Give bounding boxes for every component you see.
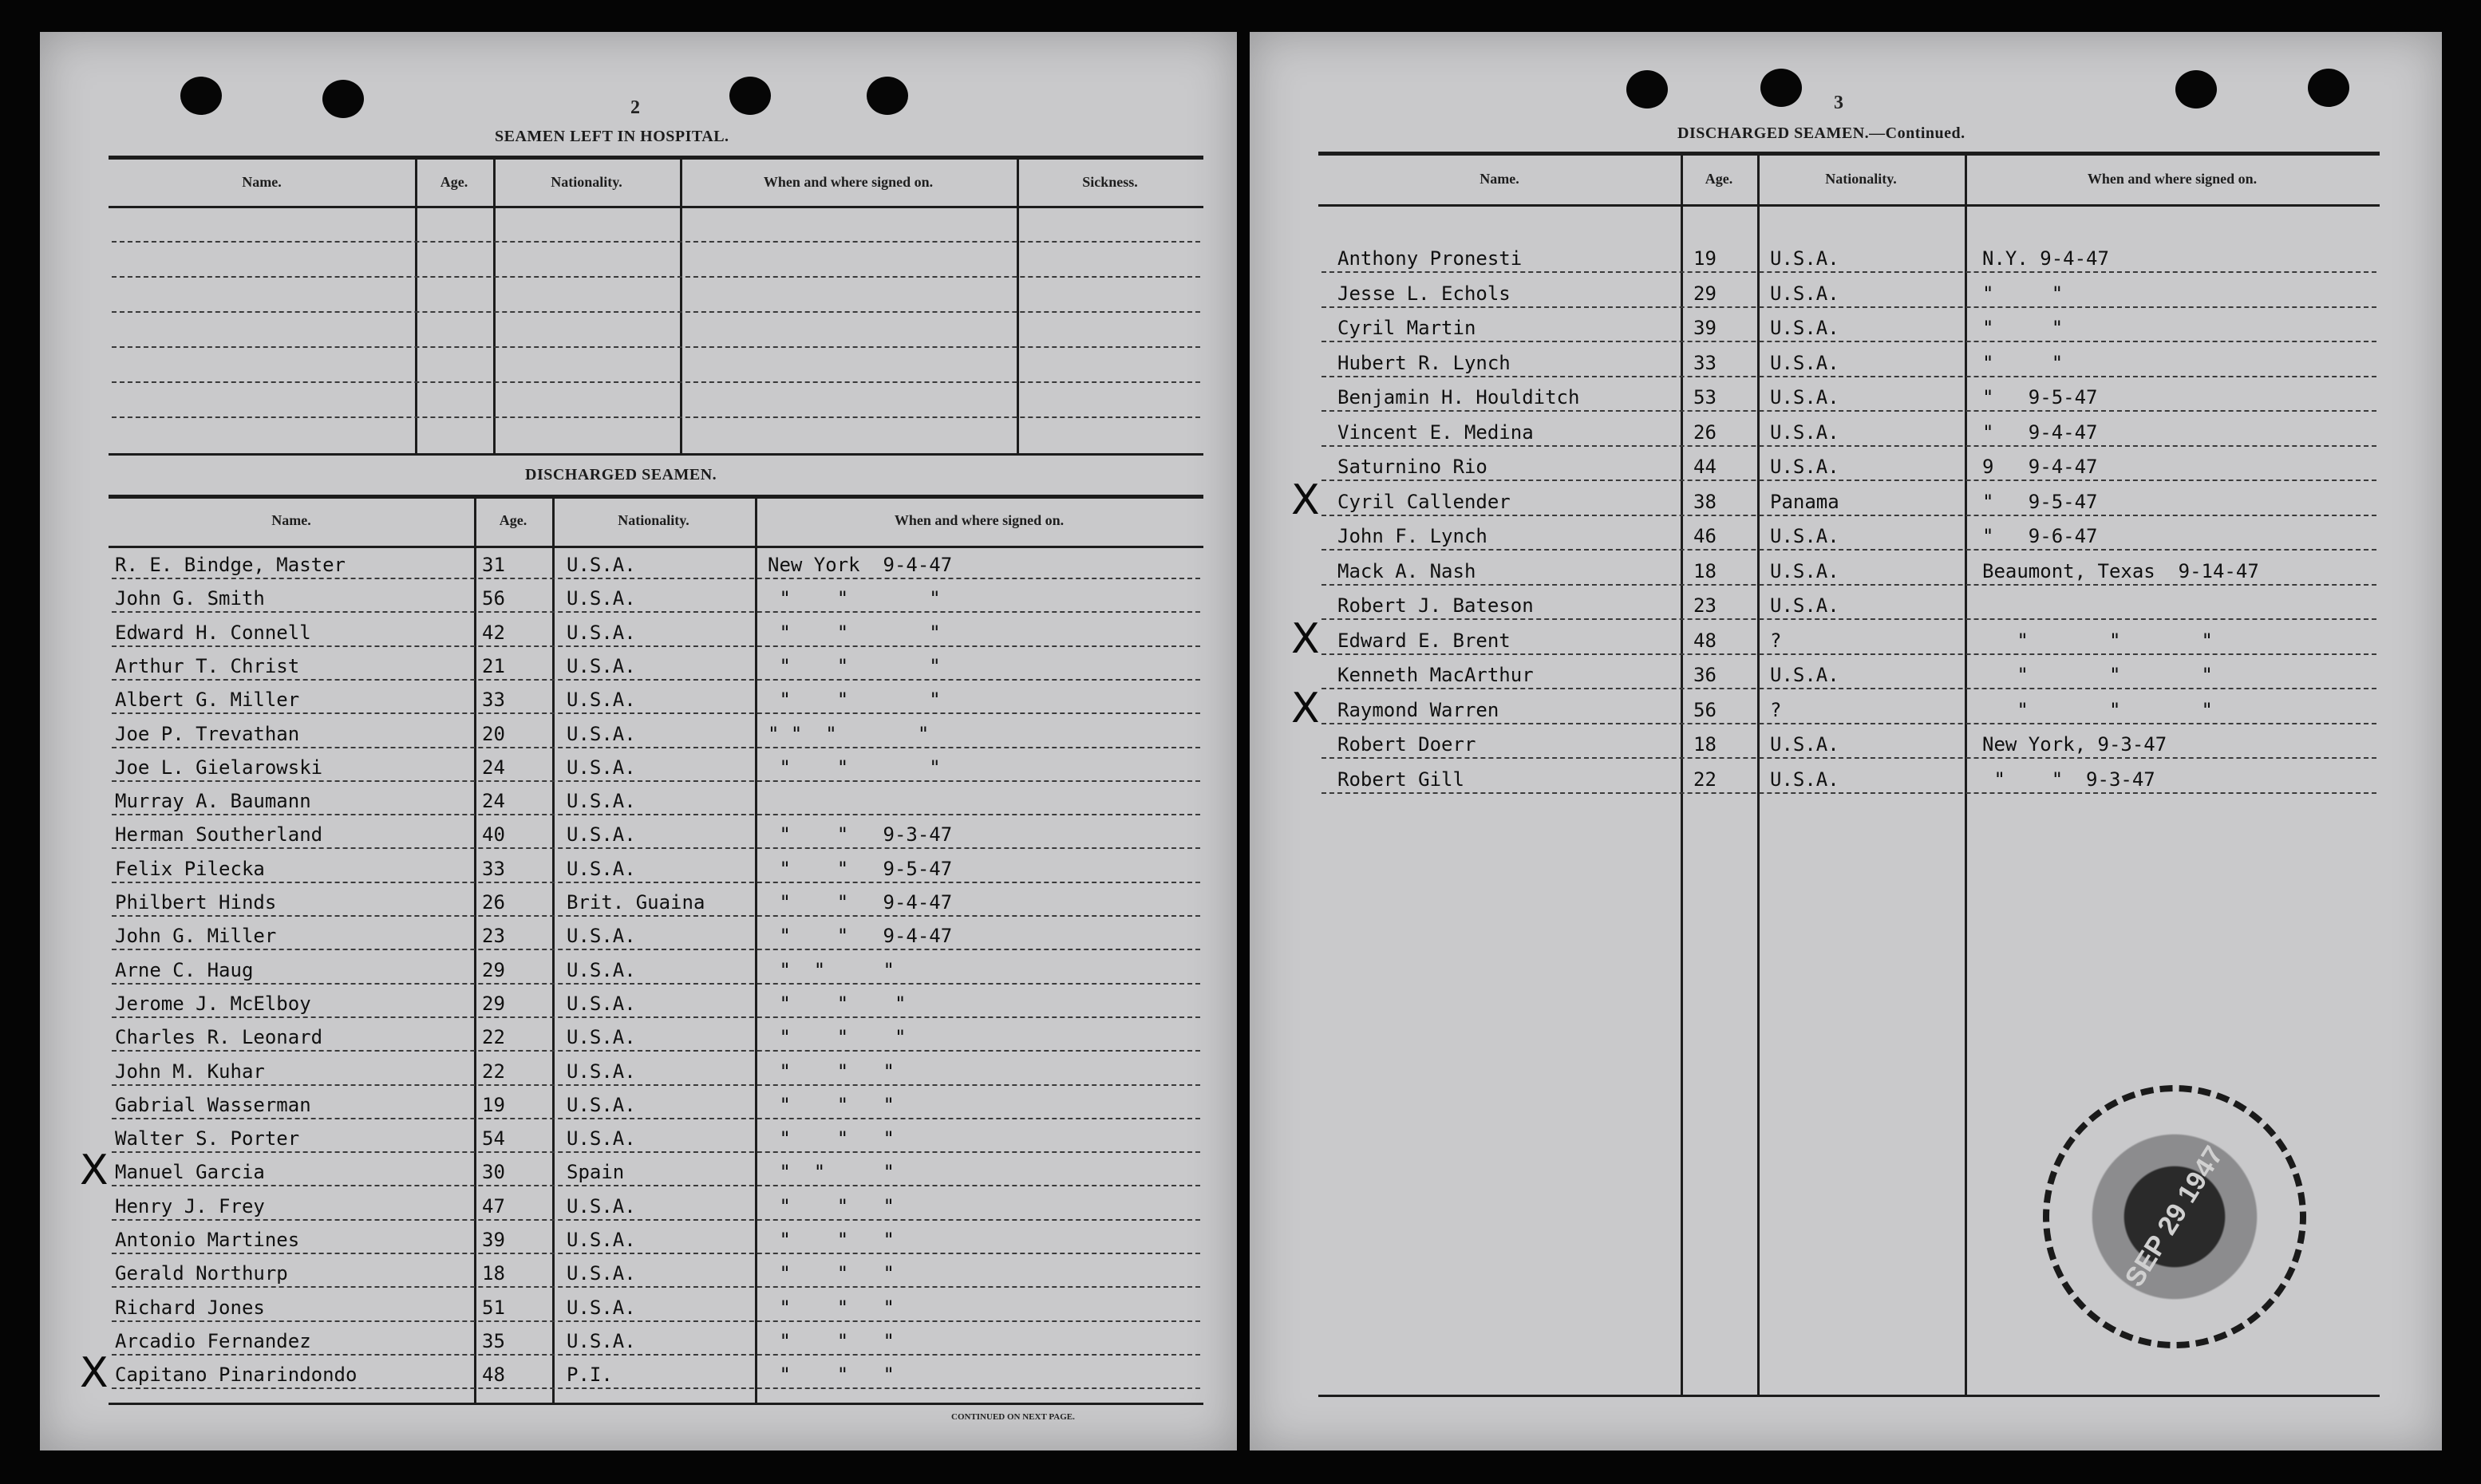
crew-name: Richard Jones <box>115 1296 265 1319</box>
crew-name: Cyril Callender <box>1337 490 1511 513</box>
crew-nationality: U.S.A. <box>567 1262 636 1285</box>
crew-nationality: U.S.A. <box>567 554 636 576</box>
crew-signed-on: " " 9-3-47 <box>1982 768 2155 791</box>
crew-nationality: U.S.A. <box>1770 247 1839 270</box>
crew-signed-on: " " 9-5-47 <box>768 857 953 880</box>
crew-age: 29 <box>482 992 505 1015</box>
row-line <box>112 1050 1200 1052</box>
row-line <box>1321 618 2376 620</box>
crew-signed-on: " 9-6-47 <box>1982 525 2098 547</box>
crew-name: Manuel Garcia <box>115 1161 265 1184</box>
row-line <box>112 1286 1200 1288</box>
crew-signed-on: " " " <box>768 1093 895 1116</box>
crew-age: 26 <box>1693 420 1717 444</box>
crew-age: 29 <box>1693 282 1717 305</box>
crew-age: 44 <box>1693 456 1717 478</box>
crew-name: John G. Smith <box>115 587 265 610</box>
punch-hole <box>1760 69 1802 107</box>
row-line <box>1321 757 2376 759</box>
discharged-section-title: DISCHARGED SEAMEN. <box>525 466 717 483</box>
crew-name: Arne C. Haug <box>115 958 254 981</box>
crew-name: Murray A. Baumann <box>115 790 311 813</box>
row-line <box>112 1151 1200 1153</box>
crew-nationality: U.S.A. <box>567 621 636 644</box>
crew-nationality: U.S.A. <box>567 1093 636 1116</box>
crew-age: 18 <box>1693 559 1717 582</box>
crew-age: 56 <box>1693 698 1717 721</box>
crew-name: Robert J. Bateson <box>1337 594 1534 617</box>
column-header-age: Age. <box>499 512 527 528</box>
row-line <box>112 1320 1200 1322</box>
row-line <box>112 1016 1200 1018</box>
table-top-rule <box>109 495 1203 499</box>
crew-nationality: U.S.A. <box>567 756 636 779</box>
crew-name: John G. Miller <box>115 925 277 948</box>
column-header-signed-on: When and where signed on. <box>763 174 934 190</box>
row-line <box>112 1387 1200 1389</box>
crew-age: 48 <box>1693 629 1717 652</box>
row-line <box>1321 306 2376 308</box>
crew-signed-on: " 9-5-47 <box>1982 386 2098 408</box>
row-line <box>112 814 1200 815</box>
table-header-rule <box>109 206 1203 208</box>
row-line <box>112 882 1200 883</box>
crew-name: Walter S. Porter <box>115 1127 300 1150</box>
crew-name: Herman Southerland <box>115 823 323 847</box>
crew-age: 22 <box>1693 768 1717 791</box>
row-line <box>112 1185 1200 1186</box>
crew-signed-on: Beaumont, Texas 9-14-47 <box>1982 559 2259 582</box>
row-line <box>112 712 1200 714</box>
row-line <box>1321 688 2376 689</box>
crew-age: 23 <box>1693 594 1717 617</box>
crew-age: 51 <box>482 1296 505 1319</box>
crew-age: 22 <box>482 1060 505 1083</box>
crew-nationality: ? <box>1770 629 1782 652</box>
crew-signed-on: " " " <box>768 958 895 981</box>
crew-signed-on: New York 9-4-47 <box>768 554 953 576</box>
column-divider <box>415 160 417 455</box>
crew-nationality: U.S.A. <box>567 1026 636 1049</box>
crew-nationality: U.S.A. <box>567 1060 636 1083</box>
crew-signed-on: N.Y. 9-4-47 <box>1982 247 2109 270</box>
crew-age: 42 <box>482 621 505 644</box>
crew-age: 24 <box>482 790 505 813</box>
crew-nationality: U.S.A. <box>567 925 636 948</box>
crew-signed-on: " " " <box>768 1296 895 1319</box>
crew-age: 36 <box>1693 664 1717 686</box>
crew-age: 19 <box>1693 247 1717 270</box>
crew-age: 46 <box>1693 525 1717 547</box>
crew-nationality: U.S.A. <box>1770 386 1839 408</box>
crew-name: Henry J. Frey <box>115 1194 265 1218</box>
crew-signed-on: " " " <box>768 1229 895 1251</box>
crew-name: Kenneth MacArthur <box>1337 664 1534 686</box>
crew-nationality: U.S.A. <box>567 958 636 981</box>
crew-name: Jesse L. Echols <box>1337 282 1511 305</box>
crew-age: 26 <box>482 891 505 914</box>
crew-nationality: U.S.A. <box>567 790 636 813</box>
crew-nationality: U.S.A. <box>1770 420 1839 444</box>
crew-nationality: U.S.A. <box>567 1296 636 1319</box>
column-divider <box>552 499 555 1404</box>
crew-signed-on: " " " <box>768 1026 907 1049</box>
crew-nationality: U.S.A. <box>567 654 636 677</box>
crew-signed-on: " " <box>1982 351 2064 374</box>
crew-age: 18 <box>482 1262 505 1285</box>
row-line <box>1321 549 2376 551</box>
punch-hole <box>322 80 364 118</box>
crew-nationality: U.S.A. <box>567 1329 636 1352</box>
row-line <box>112 983 1200 985</box>
crew-name: Saturnino Rio <box>1337 456 1487 478</box>
column-header-name: Name. <box>242 174 282 190</box>
crew-signed-on: " " " <box>768 1262 895 1285</box>
crew-signed-on: " " " <box>1982 664 2213 686</box>
crew-nationality: U.S.A. <box>1770 559 1839 582</box>
crew-signed-on: " " " " <box>768 722 930 745</box>
row-line <box>1321 480 2376 481</box>
stamp-text: SEP 29 1947 <box>2119 1140 2230 1293</box>
column-header-nationality: Nationality. <box>618 512 689 528</box>
continued-note: CONTINUED ON NEXT PAGE. <box>951 1412 1075 1422</box>
crew-name: Capitano Pinarindondo <box>115 1364 358 1387</box>
table-bottom-rule <box>109 453 1203 456</box>
row-line <box>1321 271 2376 273</box>
crew-nationality: U.S.A. <box>567 722 636 745</box>
crew-age: 39 <box>482 1229 505 1251</box>
crew-name: Antonio Martines <box>115 1229 300 1251</box>
crew-nationality: U.S.A. <box>1770 768 1839 791</box>
crew-age: 31 <box>482 554 505 576</box>
crew-name: Raymond Warren <box>1337 698 1499 721</box>
crew-nationality: Panama <box>1770 490 1839 513</box>
crew-signed-on: " " " <box>768 689 941 712</box>
crew-name: Anthony Pronesti <box>1337 247 1523 270</box>
punch-hole <box>1626 70 1668 109</box>
crew-signed-on: " " " <box>768 1161 895 1184</box>
row-line <box>112 747 1200 748</box>
crew-name: Jerome J. McElboy <box>115 992 311 1015</box>
crew-nationality: U.S.A. <box>1770 317 1839 339</box>
crew-name: Felix Pilecka <box>115 857 265 880</box>
check-mark: X <box>1291 476 1320 524</box>
crew-age: 33 <box>482 689 505 712</box>
crew-name: Arthur T. Christ <box>115 654 300 677</box>
crew-nationality: U.S.A. <box>567 857 636 880</box>
row-line <box>112 949 1200 950</box>
crew-nationality: U.S.A. <box>567 1194 636 1218</box>
row-line <box>1321 341 2376 342</box>
crew-name: Cyril Martin <box>1337 317 1476 339</box>
punch-hole <box>729 77 771 115</box>
table-header-rule <box>109 546 1203 548</box>
table-bottom-rule <box>1318 1395 2380 1397</box>
crew-nationality: U.S.A. <box>1770 525 1839 547</box>
punch-hole <box>180 77 222 115</box>
crew-age: 54 <box>482 1127 505 1150</box>
table-header-rule <box>1318 204 2380 207</box>
row-line <box>112 1219 1200 1221</box>
crew-signed-on: " 9-4-47 <box>1982 420 2098 444</box>
crew-age: 24 <box>482 756 505 779</box>
table-top-rule <box>109 156 1203 160</box>
crew-age: 23 <box>482 925 505 948</box>
crew-name: Robert Gill <box>1337 768 1464 791</box>
crew-signed-on: " " " <box>768 1364 895 1387</box>
crew-nationality: U.S.A. <box>567 823 636 847</box>
crew-signed-on: " " " <box>768 1329 895 1352</box>
empty-row-line <box>112 416 1200 418</box>
crew-name: John M. Kuhar <box>115 1060 265 1083</box>
crew-signed-on: " " " <box>768 992 907 1015</box>
crew-age: 22 <box>482 1026 505 1049</box>
row-line <box>112 1084 1200 1086</box>
crew-name: Albert G. Miller <box>115 689 300 712</box>
column-divider <box>680 160 682 455</box>
crew-age: 48 <box>482 1364 505 1387</box>
page-number: 2 <box>630 97 640 118</box>
page-number: 3 <box>1834 93 1843 113</box>
crew-name: Joe P. Trevathan <box>115 722 300 745</box>
column-divider <box>1017 160 1019 455</box>
crew-name: Mack A. Nash <box>1337 559 1476 582</box>
crew-signed-on: " " 9-4-47 <box>768 891 953 914</box>
crew-name: Edward H. Connell <box>115 621 311 644</box>
crew-nationality: U.S.A. <box>567 587 636 610</box>
crew-signed-on: " " " <box>768 1060 895 1083</box>
crew-signed-on: " " " <box>768 1127 895 1150</box>
crew-name: Benjamin H. Houlditch <box>1337 386 1580 408</box>
row-line <box>1321 792 2376 794</box>
crew-age: 33 <box>482 857 505 880</box>
column-header-signed-on: When and where signed on. <box>894 512 1065 528</box>
crew-name: Gabrial Wasserman <box>115 1093 311 1116</box>
crew-signed-on: " 9-5-47 <box>1982 490 2098 513</box>
crew-nationality: U.S.A. <box>1770 664 1839 686</box>
row-line <box>112 645 1200 647</box>
discharged-continued-title: DISCHARGED SEAMEN.—Continued. <box>1677 124 1965 142</box>
crew-age: 33 <box>1693 351 1717 374</box>
crew-nationality: U.S.A. <box>1770 282 1839 305</box>
crew-nationality: U.S.A. <box>567 689 636 712</box>
row-line <box>112 1253 1200 1254</box>
column-header-nationality: Nationality. <box>551 174 622 190</box>
crew-nationality: U.S.A. <box>1770 733 1839 756</box>
crew-signed-on: 9 9-4-47 <box>1982 456 2098 478</box>
crew-age: 40 <box>482 823 505 847</box>
crew-age: 18 <box>1693 733 1717 756</box>
column-header-sickness: Sickness. <box>1082 174 1138 190</box>
row-line <box>112 611 1200 613</box>
row-line <box>112 578 1200 579</box>
check-mark: X <box>1291 614 1320 663</box>
crew-age: 20 <box>482 722 505 745</box>
crew-signed-on: " " " <box>1982 698 2213 721</box>
check-mark: X <box>80 1349 109 1398</box>
column-header-name: Name. <box>1480 171 1519 187</box>
crew-age: 53 <box>1693 386 1717 408</box>
row-line <box>1321 515 2376 516</box>
row-line <box>1321 723 2376 724</box>
crew-name: Gerald Northurp <box>115 1262 288 1285</box>
left-page <box>40 32 1237 1450</box>
crew-name: Edward E. Brent <box>1337 629 1511 652</box>
column-header-nationality: Nationality. <box>1825 171 1897 187</box>
crew-age: 35 <box>482 1329 505 1352</box>
crew-signed-on: " " <box>1982 317 2064 339</box>
crew-signed-on: " " " <box>1982 629 2213 652</box>
crew-signed-on: " " " <box>768 756 941 779</box>
crew-age: 19 <box>482 1093 505 1116</box>
crew-name: Robert Doerr <box>1337 733 1476 756</box>
column-header-name: Name. <box>271 512 311 528</box>
crew-nationality: U.S.A. <box>567 1229 636 1251</box>
crew-nationality: U.S.A. <box>567 992 636 1015</box>
crew-signed-on: " " 9-3-47 <box>768 823 953 847</box>
crew-name: Philbert Hinds <box>115 891 277 914</box>
crew-age: 39 <box>1693 317 1717 339</box>
crew-age: 21 <box>482 654 505 677</box>
crew-age: 56 <box>482 587 505 610</box>
crew-name: John F. Lynch <box>1337 525 1487 547</box>
crew-nationality: U.S.A. <box>1770 351 1839 374</box>
column-header-signed-on: When and where signed on. <box>2087 171 2258 187</box>
crew-name: Charles R. Leonard <box>115 1026 323 1049</box>
empty-row-line <box>112 346 1200 348</box>
crew-nationality: ? <box>1770 698 1782 721</box>
row-line <box>112 1118 1200 1119</box>
punch-hole <box>2308 69 2349 107</box>
table-bottom-rule <box>109 1403 1203 1405</box>
crew-age: 38 <box>1693 490 1717 513</box>
column-divider <box>755 499 757 1404</box>
crew-age: 30 <box>482 1161 505 1184</box>
crew-signed-on: " " " <box>768 1194 895 1218</box>
punch-hole <box>2175 70 2217 109</box>
crew-name: R. E. Bindge, Master <box>115 554 346 576</box>
check-mark: X <box>1291 684 1320 732</box>
crew-signed-on: " " 9-4-47 <box>768 925 953 948</box>
crew-signed-on: " " " <box>768 654 941 677</box>
row-line <box>1321 410 2376 412</box>
row-line <box>112 915 1200 917</box>
column-divider <box>474 499 476 1404</box>
row-line <box>1321 584 2376 586</box>
table-top-rule <box>1318 152 2380 156</box>
crew-nationality: P.I. <box>567 1364 613 1387</box>
crew-signed-on: " " <box>1982 282 2064 305</box>
crew-nationality: Spain <box>567 1161 625 1184</box>
row-line <box>1321 653 2376 655</box>
row-line <box>112 780 1200 782</box>
crew-nationality: U.S.A. <box>1770 594 1839 617</box>
row-line <box>1321 376 2376 377</box>
crew-age: 29 <box>482 958 505 981</box>
crew-nationality: U.S.A. <box>1770 456 1839 478</box>
empty-row-line <box>112 241 1200 243</box>
crew-name: Vincent E. Medina <box>1337 420 1534 444</box>
empty-row-line <box>112 381 1200 383</box>
column-header-age: Age. <box>1705 171 1733 187</box>
crew-nationality: Brit. Guaina <box>567 891 705 914</box>
empty-row-line <box>112 276 1200 278</box>
punch-hole <box>867 77 908 115</box>
column-divider <box>493 160 496 455</box>
hospital-section-title: SEAMEN LEFT IN HOSPITAL. <box>495 128 729 145</box>
row-line <box>112 1354 1200 1356</box>
crew-signed-on: New York, 9-3-47 <box>1982 733 2167 756</box>
empty-row-line <box>112 311 1200 313</box>
row-line <box>112 847 1200 849</box>
crew-signed-on: " " " <box>768 587 941 610</box>
row-line <box>1321 445 2376 447</box>
crew-name: Hubert R. Lynch <box>1337 351 1511 374</box>
crew-nationality: U.S.A. <box>567 1127 636 1150</box>
crew-age: 47 <box>482 1194 505 1218</box>
row-line <box>112 679 1200 681</box>
column-header-age: Age. <box>440 174 468 190</box>
check-mark: X <box>80 1147 109 1195</box>
crew-name: Joe L. Gielarowski <box>115 756 323 779</box>
crew-signed-on: " " " <box>768 621 941 644</box>
crew-name: Arcadio Fernandez <box>115 1329 311 1352</box>
